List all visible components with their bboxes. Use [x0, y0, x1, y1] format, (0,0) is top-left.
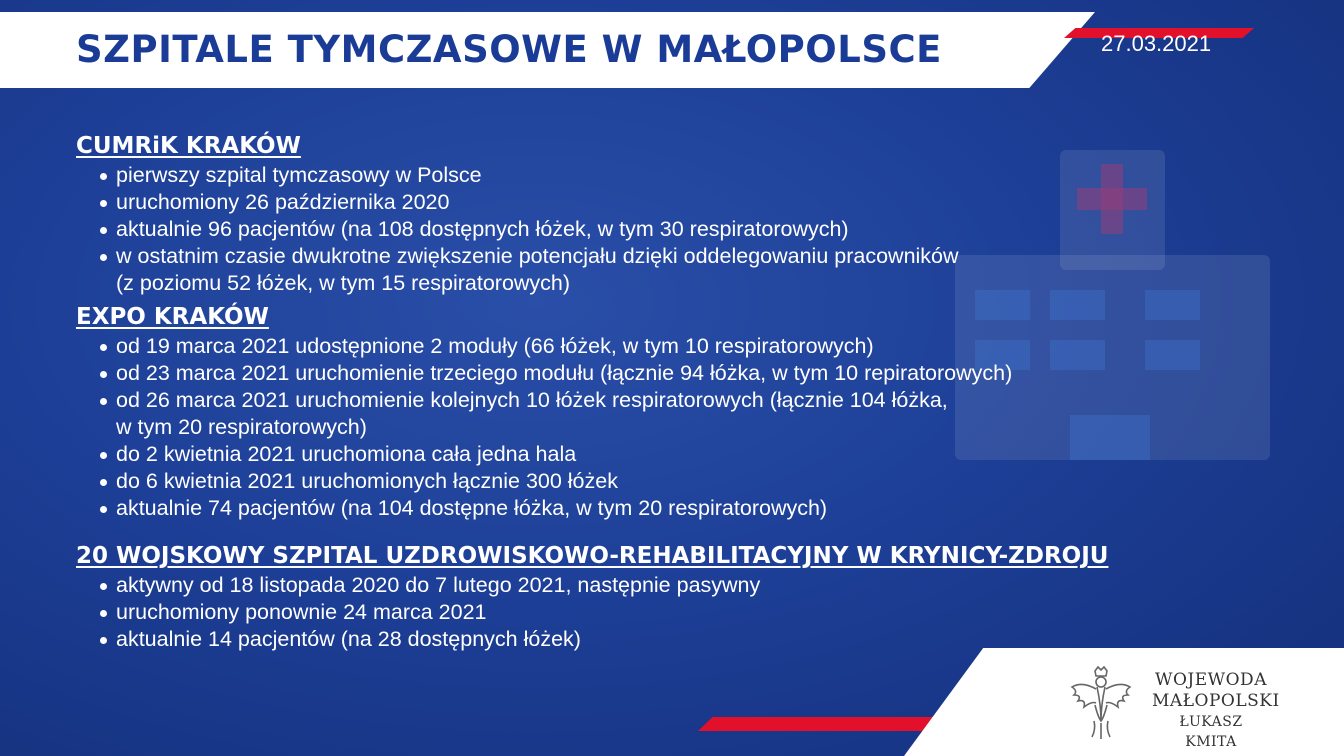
list-item: od 23 marca 2021 uruchomienie trzeciego modułu (łącznie 94 łóżka, w tym 10 repiratorowych): [76, 360, 1276, 387]
bullet-list: [76, 333, 1276, 522]
signature-block: [1152, 670, 1280, 752]
list-item: aktywny od 18 listopada 2020 do 7 lutego 2021, następnie pasywny: [76, 572, 1276, 599]
bottom-accent-stripe: [698, 717, 943, 731]
list-item: aktualnie 74 pacjentów (na 104 dostępne łóżka, w tym 20 respiratorowych): [76, 495, 1276, 522]
section-expo: [76, 301, 1276, 522]
list-item: pierwszy szpital tymczasowy w Polsce: [76, 162, 1276, 189]
signature-title: WOJEWODA: [1155, 670, 1267, 690]
content-area: [76, 130, 1276, 653]
list-item: od 19 marca 2021 udostępnione 2 moduły (66 łóżek, w tym 10 respiratorowych): [76, 333, 1276, 360]
section-heading: 20 WOJSKOWY SZPITAL UZDROWISKOWO-REHABILITACYJNY W KRYNICY-ZDROJU: [76, 543, 1109, 569]
section-heading: CUMRiK KRAKÓW: [76, 133, 301, 159]
bullet-list: [76, 162, 1276, 297]
list-item: do 6 kwietnia 2021 uruchomionych łącznie 300 łóżek: [76, 468, 1276, 495]
list-item: od 26 marca 2021 uruchomienie kolejnych 10 łóżek respiratorowych (łącznie 104 łóżka, w tym 20 respiratorowych): [76, 387, 1276, 441]
list-item: do 2 kwietnia 2021 uruchomiona cała jedna hala: [76, 441, 1276, 468]
polish-eagle-icon: [1068, 665, 1134, 743]
section-krynica: [76, 540, 1276, 653]
list-item: w ostatnim czasie dwukrotne zwiększenie potencjału dzięki oddelegowaniu pracowników (z poziomu 52 łóżek, w tym 15 respiratorowych): [76, 243, 1276, 297]
bullet-list: [76, 572, 1276, 653]
list-item: uruchomiony 26 października 2020: [76, 189, 1276, 216]
section-cumrik: [76, 130, 1276, 297]
list-item: uruchomiony ponownie 24 marca 2021: [76, 599, 1276, 626]
page-title: SZPITALE TYMCZASOWE W MAŁOPOLSCE: [76, 28, 942, 71]
section-heading: EXPO KRAKÓW: [76, 304, 269, 330]
list-item: aktualnie 14 pacjentów (na 28 dostępnych łóżek): [76, 626, 1276, 653]
signature-name: ŁUKASZ KMITA: [1179, 714, 1243, 750]
signature-region: MAŁOPOLSKI: [1152, 691, 1280, 711]
list-item: aktualnie 96 pacjentów (na 108 dostępnych łóżek, w tym 30 respiratorowych): [76, 216, 1276, 243]
date-label: 27.03.2021: [1101, 31, 1212, 56]
